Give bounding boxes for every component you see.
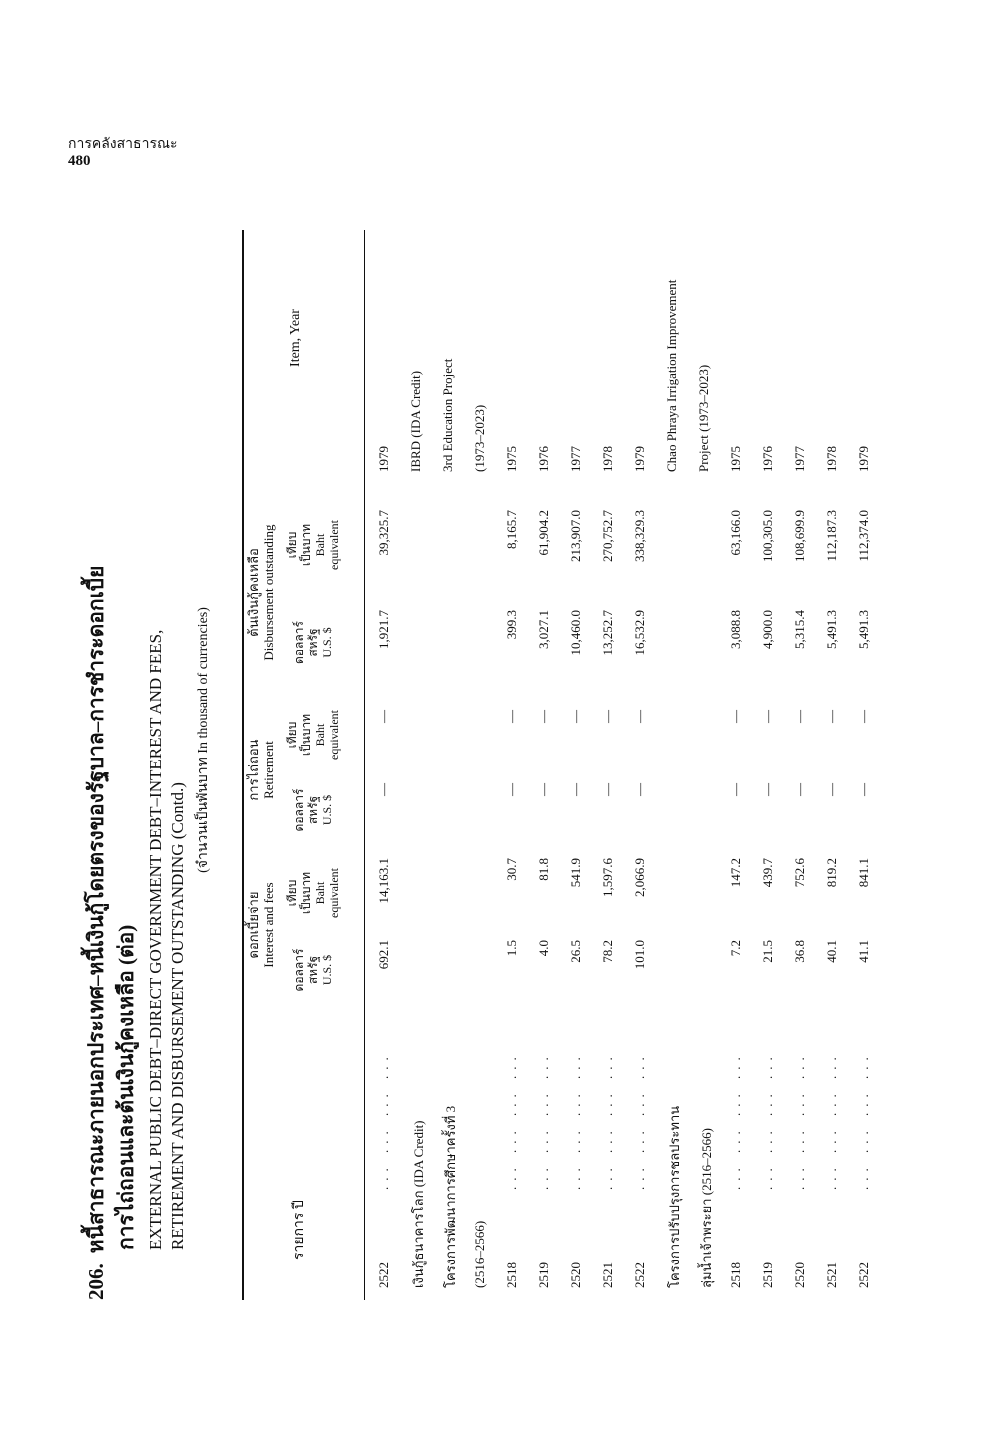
cell-value: — — [568, 783, 583, 796]
row-year: 1978 — [824, 446, 839, 472]
leader-dots: ... ... ... ... — [536, 1051, 551, 1190]
item-label-thai: โครงการปรับปรุงการชลประทาน — [667, 1105, 682, 1288]
top-rule — [242, 230, 244, 1300]
cell-value: — — [792, 783, 807, 796]
cell-value: — — [856, 710, 871, 723]
cell-value: 40.1 — [824, 940, 839, 963]
group-header-interest — [246, 850, 276, 1000]
baht-l4: equivalent — [327, 710, 341, 760]
usd-subheader — [292, 940, 334, 1000]
usd-l2: สหรัฐ — [306, 628, 320, 657]
row-year-thai: 2521 — [600, 1262, 615, 1288]
cell-value: — — [632, 783, 647, 796]
cell-value: 752.6 — [792, 858, 807, 888]
table-row — [500, 220, 526, 1300]
row-year: 1976 — [760, 446, 775, 472]
cell-value: 100,305.0 — [760, 510, 775, 562]
row-year-thai: 2520 — [568, 1262, 583, 1288]
item-label-row — [436, 220, 462, 1300]
leader-dots: ... ... ... ... — [600, 1051, 615, 1190]
table-row — [756, 220, 782, 1300]
rotated-table-page — [80, 180, 871, 1300]
cell-value: 21.5 — [760, 940, 775, 963]
item-label-en: Chao Phraya Irrigation Improvement — [664, 279, 679, 472]
cell-value: 10,460.0 — [568, 610, 583, 656]
leader-dots: ... ... ... ... — [568, 1051, 583, 1190]
usd-l3: U.S. $ — [320, 794, 334, 826]
cell-value: 5,315.4 — [792, 610, 807, 649]
baht-l1: เทียบ — [285, 531, 299, 559]
leader-dots: ... ... ... ... — [792, 1051, 807, 1190]
item-label-thai: เงินกู้ธนาคารโลก (IDA Credit) — [411, 1120, 426, 1288]
usd-subheader — [292, 610, 334, 675]
cell-value: — — [600, 710, 615, 723]
usd-subheader — [292, 780, 334, 840]
table-row — [724, 220, 750, 1300]
row-year-thai: 2522 — [376, 1262, 391, 1288]
row-year: 1977 — [568, 446, 583, 472]
baht-l2: เป็นบาท — [299, 871, 313, 915]
cell-value: 112,374.0 — [856, 510, 871, 562]
cell-value: — — [792, 710, 807, 723]
table-row — [596, 220, 622, 1300]
cell-value: 78.2 — [600, 940, 615, 963]
row-year: 1979 — [856, 446, 871, 472]
item-label-en: 3rd Education Project — [440, 358, 455, 472]
baht-l1: เทียบ — [285, 879, 299, 907]
cell-value: — — [568, 710, 583, 723]
cell-value: 147.2 — [728, 858, 743, 888]
table-row — [852, 220, 878, 1300]
group-thai: ดอกเบี้ยจ่าย — [246, 891, 261, 959]
row-year: 1977 — [792, 446, 807, 472]
row-year-thai: 2518 — [728, 1262, 743, 1288]
baht-l2: เป็นบาท — [299, 523, 313, 567]
table-row — [820, 220, 846, 1300]
row-year: 1979 — [376, 446, 391, 472]
item-label-row — [468, 220, 494, 1300]
table-row — [628, 220, 654, 1300]
cell-value: 101.0 — [632, 940, 647, 970]
cell-value: — — [632, 710, 647, 723]
cell-value: — — [824, 783, 839, 796]
usd-l3: U.S. $ — [320, 954, 334, 986]
row-year: 1975 — [728, 446, 743, 472]
cell-value: — — [376, 783, 391, 796]
baht-l4: equivalent — [327, 868, 341, 918]
stub-header: รายการ ปี — [292, 1200, 307, 1260]
baht-subheader — [285, 700, 341, 770]
cell-value: 7.2 — [728, 940, 743, 957]
page-header — [68, 136, 177, 170]
cell-value: 338,329.3 — [632, 510, 647, 562]
item-label-row — [404, 220, 430, 1300]
cell-value: 1,921.7 — [376, 610, 391, 649]
cell-value: 108,699.9 — [792, 510, 807, 562]
title-thai-line1 — [80, 180, 113, 1300]
cell-value: 439.7 — [760, 858, 775, 888]
group-thai: ต้นเงินกู้คงเหลือ — [246, 548, 261, 637]
cell-value: 270,752.7 — [600, 510, 615, 562]
item-label-en: IBRD (IDA Credit) — [408, 370, 423, 472]
section-title: การคลังสาธารณะ — [68, 137, 178, 152]
item-label-thai: โครงการพัฒนาการศึกษาครั้งที่ 3 — [443, 1105, 458, 1288]
usd-l3: U.S. $ — [320, 627, 334, 658]
baht-subheader — [285, 858, 341, 928]
cell-value: 16,532.9 — [632, 610, 647, 656]
cell-value: 39,325.7 — [376, 510, 391, 556]
cell-value: — — [824, 710, 839, 723]
year-header: Item, Year — [288, 309, 303, 367]
cell-value: 112,187.3 — [824, 510, 839, 562]
group-en: Disbursement outstanding — [261, 524, 276, 661]
item-label-row — [692, 220, 718, 1300]
title-english-line1: EXTERNAL PUBLIC DEBT–DIRECT GOVERNMENT DEBT–INTEREST AND FEES, — [146, 629, 165, 1250]
cell-value: — — [760, 783, 775, 796]
cell-value: — — [504, 783, 519, 796]
cell-value: 692.1 — [376, 940, 391, 970]
cell-value: — — [536, 710, 551, 723]
row-year: 1979 — [632, 446, 647, 472]
table-row — [532, 220, 558, 1300]
cell-value: 213,907.0 — [568, 510, 583, 562]
row-year: 1978 — [600, 446, 615, 472]
cell-value: 81.8 — [536, 858, 551, 881]
title-thai-text1: หนี้สาธารณะภายนอกประเทศ–หนี้เงินกู้โดยตรงของรัฐบาล–การชำระดอกเบี้ย — [84, 565, 108, 1254]
title-english-line2: RETIREMENT AND DISBURSEMENT OUTSTANDING (Contd.) — [168, 782, 187, 1250]
cell-value: 5,491.3 — [856, 610, 871, 649]
usd-l1: ดอลลาร์ — [292, 948, 306, 992]
leader-dots: ... ... ... ... — [504, 1051, 519, 1190]
cell-value: 841.1 — [856, 858, 871, 888]
cell-value: 3,027.1 — [536, 610, 551, 649]
cell-value: 4,900.0 — [760, 610, 775, 649]
item-label-en: (1973–2023) — [472, 404, 487, 472]
cell-value: 819.2 — [824, 858, 839, 888]
row-year-thai: 2520 — [792, 1262, 807, 1288]
cell-value: 30.7 — [504, 858, 519, 881]
row-year: 1976 — [536, 446, 551, 472]
baht-l4: equivalent — [327, 520, 341, 570]
leader-dots: ... ... ... ... — [760, 1051, 775, 1190]
cell-value: — — [856, 783, 871, 796]
table-row — [564, 220, 590, 1300]
cell-value: 3,088.8 — [728, 610, 743, 649]
row-year-thai: 2522 — [856, 1262, 871, 1288]
leader-dots: ... ... ... ... — [856, 1051, 871, 1190]
cell-value: — — [376, 710, 391, 723]
cell-value: 1.5 — [504, 940, 519, 957]
page-number: 480 — [68, 153, 91, 169]
cell-value: 2,066.9 — [632, 858, 647, 897]
cell-value: — — [760, 710, 775, 723]
cell-value: — — [600, 783, 615, 796]
leader-dots: ... ... ... ... — [376, 1051, 391, 1190]
cell-value: — — [728, 710, 743, 723]
item-label-en: Project (1973–2023) — [696, 364, 711, 472]
group-header-outstanding — [246, 500, 276, 685]
row-year-thai: 2521 — [824, 1262, 839, 1288]
cell-value: 4.0 — [536, 940, 551, 957]
cell-value: 41.1 — [856, 940, 871, 963]
leader-dots: ... ... ... ... — [728, 1051, 743, 1190]
item-label-thai: (2516–2566) — [472, 1220, 487, 1288]
cell-value: — — [536, 783, 551, 796]
title-thai-line2: การไถ่ถอนและต้นเงินกู้คงเหลือ (ต่อ) — [114, 924, 138, 1250]
group-header-retirement — [246, 700, 276, 840]
cell-value: 5,491.3 — [824, 610, 839, 649]
baht-subheader — [285, 505, 341, 585]
item-label-row — [660, 220, 686, 1300]
table-row — [372, 220, 398, 1300]
cell-value: 14,163.1 — [376, 858, 391, 904]
cell-value: 63,166.0 — [728, 510, 743, 556]
table-row — [788, 220, 814, 1300]
unit-note: (จำนวนเป็นพันบาท In thousand of currencies) — [196, 607, 211, 873]
cell-value: 541.9 — [568, 858, 583, 888]
baht-l1: เทียบ — [285, 721, 299, 749]
cell-value: 36.8 — [792, 940, 807, 963]
group-thai: การไถ่ถอน — [246, 739, 261, 801]
cell-value: 1,597.6 — [600, 858, 615, 897]
cell-value: 13,252.7 — [600, 610, 615, 656]
table-number: 206. — [84, 1263, 108, 1300]
baht-l3: Baht — [313, 533, 327, 557]
leader-dots: ... ... ... ... — [824, 1051, 839, 1190]
header-rule — [364, 230, 365, 1300]
cell-value: 8,165.7 — [504, 510, 519, 549]
row-year-thai: 2518 — [504, 1262, 519, 1288]
cell-value: — — [504, 710, 519, 723]
leader-dots: ... ... ... ... — [632, 1051, 647, 1190]
cell-value: 399.3 — [504, 610, 519, 640]
row-year: 1975 — [504, 446, 519, 472]
baht-l2: เป็นบาท — [299, 713, 313, 757]
usd-l1: ดอลลาร์ — [292, 621, 306, 664]
row-year-thai: 2522 — [632, 1262, 647, 1288]
cell-value: 61,904.2 — [536, 510, 551, 556]
group-en: Retirement — [261, 741, 276, 799]
row-year-thai: 2519 — [760, 1262, 775, 1288]
usd-l2: สหรัฐ — [306, 955, 320, 985]
row-year-thai: 2519 — [536, 1262, 551, 1288]
group-en: Interest and fees — [261, 882, 276, 968]
cell-value: 26.5 — [568, 940, 583, 963]
usd-l1: ดอลลาร์ — [292, 788, 306, 832]
cell-value: — — [728, 783, 743, 796]
item-label-thai: ลุ่มน้ำเจ้าพระยา (2516–2566) — [699, 1128, 714, 1288]
baht-l3: Baht — [313, 881, 327, 905]
usd-l2: สหรัฐ — [306, 795, 320, 825]
baht-l3: Baht — [313, 723, 327, 747]
